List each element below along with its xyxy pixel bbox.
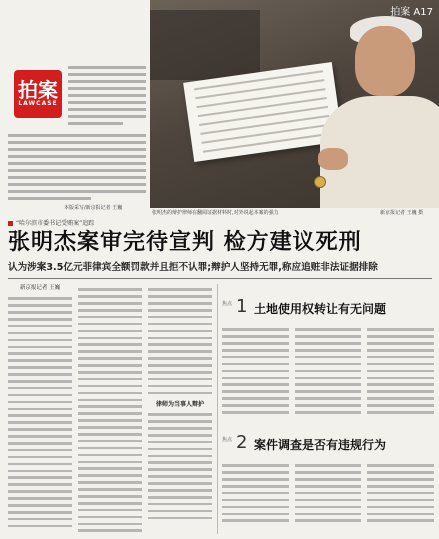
- watch-icon: [314, 176, 326, 188]
- focus-section-1: [222, 296, 434, 420]
- section-number: 1: [236, 296, 248, 317]
- column-3: [148, 284, 212, 524]
- intro-text-bottom: [8, 130, 146, 204]
- stamp-small-text: LAWCASE: [18, 100, 58, 107]
- column-2: [78, 284, 142, 536]
- left-intro-block: [8, 8, 146, 212]
- section-label: 焦点: [222, 301, 233, 307]
- left-credit: 本版采写/新京报记者 王巍: [64, 205, 123, 211]
- intro-text-top: [68, 62, 146, 129]
- focus-section-2: [222, 432, 434, 536]
- section-label: 焦点: [222, 437, 233, 443]
- column-divider: [217, 284, 218, 534]
- section-title: 案件调查是否有违规行为: [254, 438, 387, 452]
- column-1: [8, 284, 72, 532]
- photo-caption: 张明杰的辩护律师在翻阅证据材料时,对外说起本案的强力: [152, 210, 279, 216]
- kicker: “哈尔滨市委书记受贿案”追踪: [8, 218, 94, 227]
- headline: 张明杰案审完待宣判 检方建议死刑: [8, 230, 362, 255]
- photo-credit: 新京报记者 王巍 摄: [380, 210, 424, 216]
- section-title: 土地使用权转让有无问题: [254, 302, 387, 316]
- top-area: [0, 0, 439, 216]
- square-bullet-icon: [8, 221, 13, 226]
- column-subhead: 律师为当事人辩护: [155, 401, 204, 409]
- divider: [8, 278, 432, 279]
- lawcase-stamp-logo: [14, 70, 62, 118]
- stamp-big-text: 拍案: [18, 78, 58, 102]
- lawyer-photo: [150, 0, 439, 208]
- byline: 新京报记者 王巍: [19, 285, 61, 291]
- deck: 认为涉案3.5亿元菲律宾全额罚款并且拒不认罪;辩护人坚持无罪,称应追赃非法证据排除: [8, 262, 378, 273]
- section-number: 2: [236, 432, 248, 453]
- page-logo: 拍案 A17: [390, 7, 433, 18]
